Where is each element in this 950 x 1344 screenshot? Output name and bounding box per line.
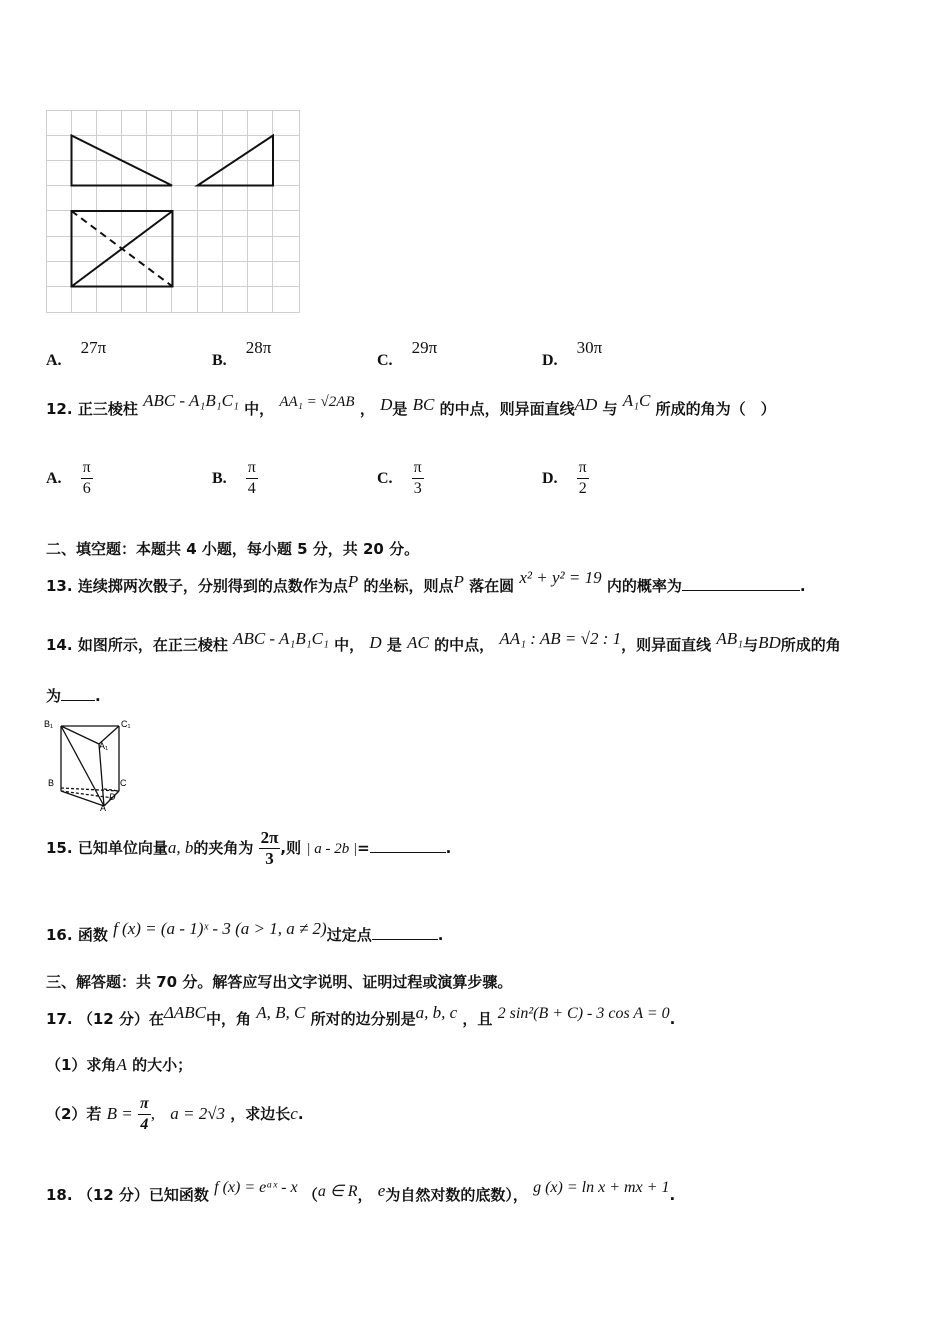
answer-blank[interactable] (682, 590, 800, 591)
question-16: 16. 函数 f (x) = (a - 1)ˣ - 3 (a > 1, a ≠ 2)过定点 . (46, 919, 444, 944)
q12-option-d[interactable]: D. $\frac{\pi}{2}$ (542, 459, 587, 497)
question-18: 18. （12 分）已知函数 f (x) = eᵃˣ - x （a ∈ R， e为自然对数的底数）， g (x) = ln x + mx + 1. (46, 1179, 676, 1204)
label-c1: C₁ (121, 719, 131, 729)
q12-option-b[interactable]: B. $\frac{\pi}{4}$ (212, 459, 256, 497)
q11-option-d[interactable]: D. 30π (542, 338, 603, 369)
fraction: $\frac{\pi}{4}$ (140, 1095, 149, 1133)
label-a1: A₁ (99, 741, 109, 751)
label-d: D (109, 792, 116, 802)
question-14: 14. 如图所示，在正三棱柱 ABC - A₁B₁C₁ 中， D 是 AC 的中点， AA₁ : AB = √2 : 1，则异面直线 AB₁与BD所成的角 (46, 629, 841, 654)
q11-option-a[interactable]: A. 27π (46, 338, 107, 369)
q11-option-b[interactable]: B. 28π (212, 338, 272, 369)
answer-blank[interactable] (370, 852, 446, 853)
fraction: $\frac{\pi}{2}$ (578, 459, 587, 497)
question-17-part-1: （1）求角A 的大小； (46, 1055, 193, 1074)
label-b: B (48, 778, 55, 788)
section-2-title: 二、填空题：本题共 4 小题，每小题 5 分，共 20 分。 (46, 540, 420, 558)
fraction: $\frac{2\pi}{3}$ (260, 828, 279, 868)
q12-option-c[interactable]: C. $\frac{\pi}{3}$ (377, 459, 422, 497)
fraction: $\frac{\pi}{4}$ (247, 459, 256, 497)
question-17: 17. （12 分）在ΔABC中，角 A, B, C 所对的边分别是a, b, c ，且 2 sin²(B + C) - 3 cos A = 0. (46, 1003, 676, 1028)
question-12: 12. 正三棱柱 ABC - A₁B₁C₁ 中， AA₁ = √2AB ， D是 BC 的中点，则异面直线AD 与 A₁C 所成的角为（ ） (46, 391, 776, 418)
answer-blank[interactable] (372, 939, 438, 940)
prism-figure (44, 714, 144, 814)
label-c: C (120, 778, 127, 788)
answer-blank[interactable] (61, 700, 95, 701)
fraction: $\frac{\pi}{3}$ (413, 459, 422, 497)
label-b1: B₁ (44, 719, 54, 729)
fraction: $\frac{\pi}{6}$ (82, 459, 91, 497)
q11-option-c[interactable]: C. 29π (377, 338, 438, 369)
three-view-figure (46, 110, 302, 315)
q12-option-a[interactable]: A. $\frac{\pi}{6}$ (46, 459, 91, 497)
question-14-cont: 为 . (46, 687, 101, 705)
question-17-part-2: （2）若 B = $\frac{\pi}{4}$ , a = 2√3 ，求边长c. (46, 1095, 304, 1133)
question-15: 15. 已知单位向量a, b的夹角为 $\frac{2\pi}{3}$ ,则 | a - 2b |= . (46, 828, 452, 868)
question-13: 13. 连续掷两次骰子，分别得到的点数作为点P 的坐标，则点P 落在圆 x² + y² = 19 内的概率为 . (46, 568, 806, 595)
section-3-title: 三、解答题：共 70 分。解答应写出文字说明、证明过程或演算步骤。 (46, 973, 513, 991)
label-a: A (100, 803, 107, 813)
